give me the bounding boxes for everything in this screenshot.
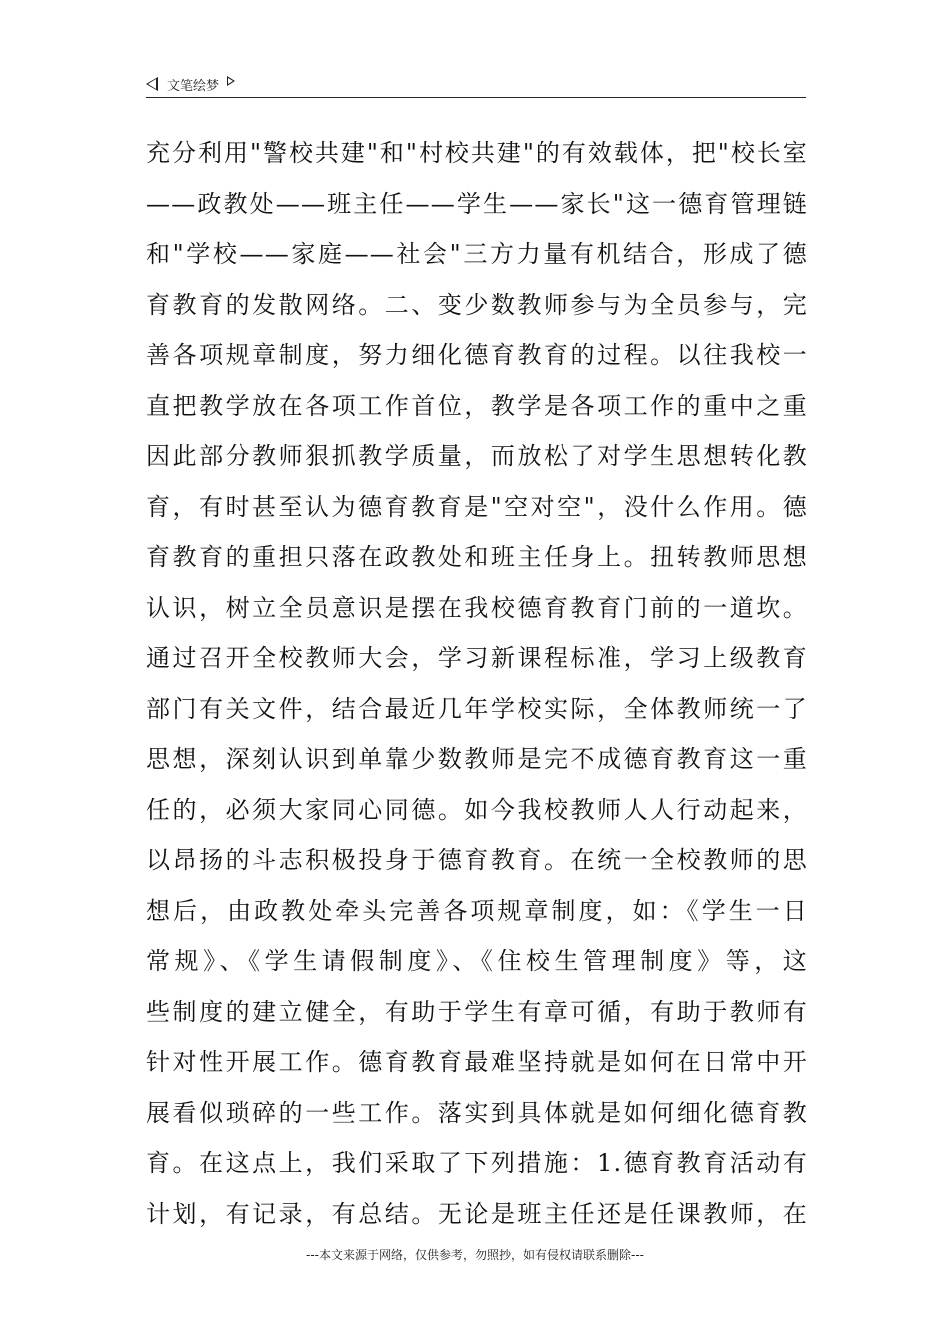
text-line: 育。在这点上，我们采取了下列措施：1.德育教育活动有 (146, 1149, 808, 1177)
footer-notice: ---本文来源于网络，仅供参考，勿照抄，如有侵权请联系删除--- (306, 1248, 644, 1262)
text-line: 育，有时甚至认为德育教育是"空对空"，没什么作用。德 (146, 492, 808, 521)
text-line: 想后，由政教处牵头完善各项规章制度，如：《学生一日 (146, 896, 808, 925)
text-line: ——政教处——班主任——学生——家长"这一德育管理链 (146, 189, 808, 218)
text-line: 计划，有记录，有总结。无论是班主任还是任课教师，在 (146, 1199, 808, 1228)
text-line: 育教育的发散网络。二、变少数教师参与为全员参与，完 (146, 290, 808, 319)
text-line: 认识，树立全员意识是摆在我校德育教育门前的一道坎。 (146, 593, 808, 622)
text-line: 直把教学放在各项工作首位，教学是各项工作的重中之重 (146, 391, 808, 420)
text-line: 善各项规章制度，努力细化德育教育的过程。以往我校一 (146, 341, 808, 369)
text-line: 部门有关文件，结合最近几年学校实际，全体教师统一了 (146, 694, 808, 723)
text-line: 和"学校——家庭——社会"三方力量有机结合，形成了德 (146, 240, 808, 268)
text-line: 育教育的重担只落在政教处和班主任身上。扭转教师思想 (146, 543, 808, 571)
header-title: 文笔绘梦 (167, 78, 220, 94)
triangle-right-icon (227, 76, 235, 86)
text-line: 因此部分教师狠抓教学质量，而放松了对学生思想转化教 (146, 442, 808, 470)
body-text (146, 128, 808, 1239)
triangle-left-icon (146, 77, 158, 91)
page-header (146, 72, 806, 96)
text-line: 通过召开全校教师大会，学习新课程标准，学习上级教育 (146, 644, 808, 672)
text-line: 些制度的建立健全，有助于学生有章可循，有助于教师有 (146, 997, 808, 1026)
text-line: 常规》、《学生请假制度》、《住校生管理制度》等，这 (146, 947, 808, 975)
header-divider (146, 97, 806, 98)
text-line: 以昂扬的斗志积极投身于德育教育。在统一全校教师的思 (146, 846, 808, 874)
text-line: 展看似琐碎的一些工作。落实到具体就是如何细化德育教 (146, 1098, 808, 1127)
text-line: 任的，必须大家同心同德。如今我校教师人人行动起来， (146, 795, 808, 824)
text-line: 针对性开展工作。德育教育最难坚持就是如何在日常中开 (146, 1048, 808, 1076)
text-line: 思想，深刻认识到单靠少数教师是完不成德育教育这一重 (146, 745, 808, 773)
text-line: 充分利用"警校共建"和"村校共建"的有效载体，把"校长室 (146, 139, 808, 167)
